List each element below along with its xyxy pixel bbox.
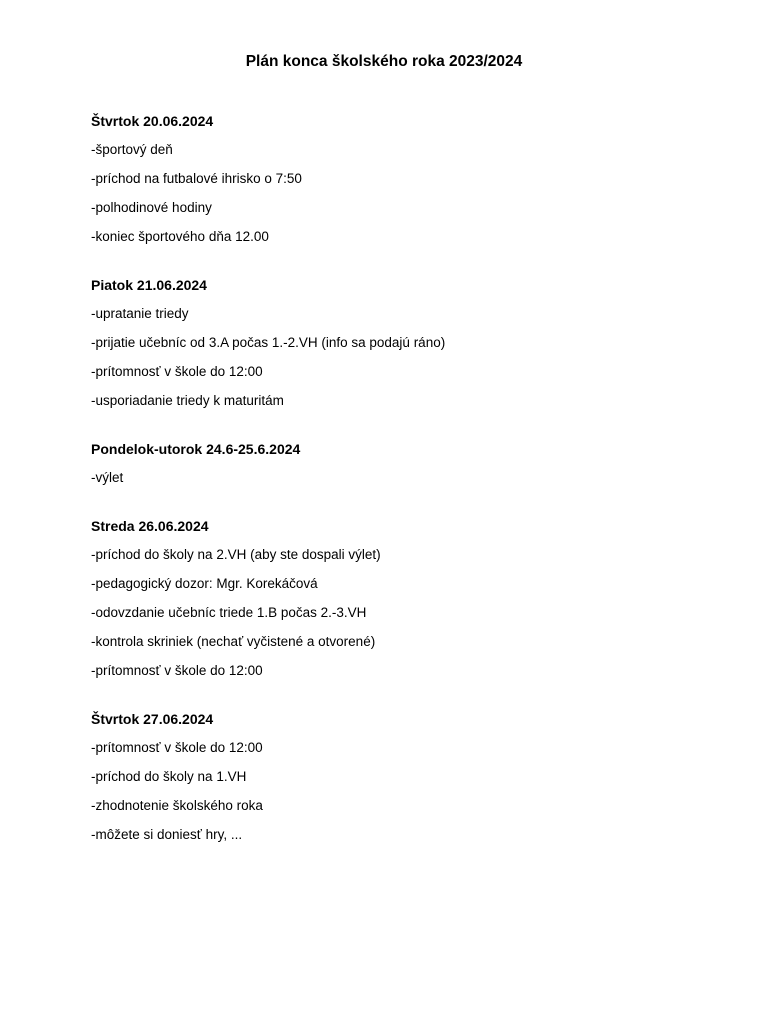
section-heading: Streda 26.06.2024 [91,518,209,534]
list-item: -kontrola skriniek (nechať vyčistené a otvorené) [91,634,376,649]
section-friday-21 [91,275,711,411]
list-item: -upratanie triedy [91,306,189,321]
section-heading: Štvrtok 27.06.2024 [91,711,214,727]
list-item: -príchod do školy na 2.VH (aby ste dospali výlet) [91,547,381,562]
document-title: Plán konca školského roka 2023/2024 [245,53,523,70]
list-item: -prítomnosť v škole do 12:00 [91,364,263,379]
section-monday-tuesday [91,439,711,488]
list-item: -koniec športového dňa 12.00 [91,229,269,244]
section-heading: Pondelok-utorok 24.6-25.6.2024 [91,441,301,457]
list-item: -prítomnosť v škole do 12:00 [91,663,263,678]
list-item: -príchod na futbalové ihrisko o 7:50 [91,171,302,186]
list-item: -športový deň [91,142,173,157]
section-heading: Štvrtok 20.06.2024 [91,113,214,129]
section-heading: Piatok 21.06.2024 [91,277,207,293]
section-thursday-27 [91,709,711,845]
list-item: -odovzdanie učebníc triede 1.B počas 2.-3.VH [91,605,367,620]
list-item: -prijatie učebníc od 3.A počas 1.-2.VH (info sa podajú ráno) [91,335,446,350]
list-item: -pedagogický dozor: Mgr. Korekáčová [91,576,318,591]
list-item: -zhodnotenie školského roka [91,798,263,813]
document-body [91,111,711,873]
list-item: -výlet [91,470,124,485]
list-item: -môžete si doniesť hry, ... [91,827,243,842]
section-thursday-20 [91,111,711,247]
section-wednesday-26 [91,516,711,681]
list-item: -príchod do školy na 1.VH [91,769,247,784]
list-item: -prítomnosť v škole do 12:00 [91,740,263,755]
list-item: -polhodinové hodiny [91,200,212,215]
list-item: -usporiadanie triedy k maturitám [91,393,284,408]
